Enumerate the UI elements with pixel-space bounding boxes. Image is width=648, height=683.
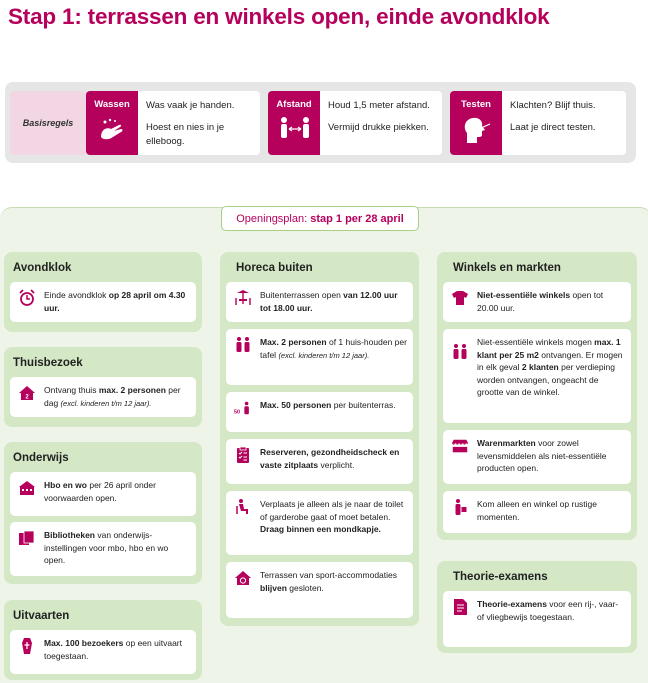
rule-wassen-title: Wassen xyxy=(94,99,130,110)
two-people-icon xyxy=(451,343,469,361)
group-onderwijs-title: Onderwijs xyxy=(13,452,69,464)
item-text: Verplaats je alleen als je naar de toilet of garderobe gaat of moet betalen. xyxy=(260,499,404,522)
group-winkels xyxy=(437,252,637,540)
distance-icon xyxy=(279,115,311,145)
list-item xyxy=(10,522,196,576)
group-winkels-title: Winkels en markten xyxy=(453,262,561,274)
list-item xyxy=(10,377,196,417)
group-avondklok-title: Avondklok xyxy=(13,262,72,274)
item-note: (excl. kinderen t/m 12 jaar). xyxy=(278,350,370,360)
group-uitvaarten xyxy=(4,600,202,680)
list-item xyxy=(226,392,413,432)
rule-testen-line1: Klachten? Blijf thuis. xyxy=(510,100,596,111)
group-onderwijs xyxy=(4,442,202,584)
rule-testen xyxy=(450,91,626,155)
rule-wassen-line2: Hoest en nies in je elleboog. xyxy=(146,122,225,147)
home-2-icon xyxy=(18,384,36,402)
item-text: Kom alleen en winkel op rustige momenten. xyxy=(477,499,598,522)
rule-testen-line2: Laat je direct testen. xyxy=(510,122,596,133)
school-icon xyxy=(18,479,36,497)
books-icon xyxy=(18,529,36,547)
rule-wassen xyxy=(86,91,260,155)
coffin-icon xyxy=(18,637,36,655)
item-text: Ontvang thuis xyxy=(44,385,99,395)
basic-rules-label: Basisregels xyxy=(10,91,86,155)
item-text: Buitenterrassen open xyxy=(260,290,344,300)
opening-plan-tag xyxy=(221,206,419,231)
checklist-icon xyxy=(234,446,252,464)
list-item xyxy=(443,282,631,322)
item-text: gesloten. xyxy=(286,582,324,593)
opening-plan-prefix: Openingsplan: xyxy=(236,212,308,225)
rule-afstand xyxy=(268,91,442,155)
item-bold: Reserveren, gezondheidscheck en vaste zitplaats xyxy=(260,447,400,470)
list-item xyxy=(226,562,413,618)
item-bold: Hbo en wo xyxy=(44,480,87,490)
page-title: Stap 1: terrassen en winkels open, einde avondklok xyxy=(8,4,550,29)
list-item xyxy=(443,329,631,423)
sport-home-icon xyxy=(234,569,252,587)
rule-afstand-line1: Houd 1,5 meter afstand. xyxy=(328,100,430,111)
item-text: per 26 april onder voorwaarden open. xyxy=(44,480,156,503)
list-item xyxy=(10,630,196,674)
item-bold: Max. 50 personen xyxy=(260,400,332,410)
list-item xyxy=(443,491,631,533)
hand-washing-icon xyxy=(97,115,127,145)
fifty-people-icon xyxy=(234,399,252,417)
item-bold: max. 2 personen xyxy=(98,385,166,395)
tshirt-icon xyxy=(451,289,469,307)
item-bold: blijven xyxy=(260,582,287,593)
exam-document-icon xyxy=(451,598,469,616)
group-theorie xyxy=(437,561,637,653)
item-bold: Max. 100 bezoekers xyxy=(44,638,124,648)
rule-wassen-header xyxy=(86,91,138,155)
item-text: op een uitvaart toegestaan. xyxy=(44,638,182,661)
item-text: per buitenterras. xyxy=(331,400,396,410)
terrace-icon xyxy=(234,289,252,307)
item-text: of 1 huis-houden per tafel xyxy=(260,337,407,360)
rule-afstand-title: Afstand xyxy=(276,99,312,110)
two-people-icon xyxy=(234,336,252,354)
rule-wassen-line1: Was vaak je handen. xyxy=(146,100,235,111)
market-stall-icon xyxy=(451,437,469,455)
rule-afstand-line2: Vermijd drukke piekken. xyxy=(328,122,429,133)
item-bold: max. 1 klant per 25 m2 xyxy=(477,337,621,360)
group-thuisbezoek xyxy=(4,347,202,427)
item-text: Terrassen van sport-accommodaties xyxy=(260,570,398,580)
group-horeca xyxy=(220,252,419,626)
rule-testen-title: Testen xyxy=(461,99,491,110)
item-text: verplicht. xyxy=(318,459,355,470)
group-thuisbezoek-title: Thuisbezoek xyxy=(13,357,83,369)
list-item xyxy=(443,591,631,647)
list-item xyxy=(10,472,196,516)
alarm-clock-icon xyxy=(18,289,36,307)
item-bold: Max. 2 personen xyxy=(260,337,327,347)
item-text: voor zowel levensmiddelen als niet-essentiële producten open. xyxy=(477,438,607,473)
item-bold: 2 klanten xyxy=(521,362,559,372)
list-item xyxy=(226,282,413,322)
svg-text:50: 50 xyxy=(234,409,240,416)
test-swab-icon xyxy=(461,115,491,145)
list-item xyxy=(443,430,631,484)
group-uitvaarten-title: Uitvaarten xyxy=(13,610,70,622)
item-text: per dag xyxy=(44,385,181,408)
item-bold: van 12.00 uur tot 18.00 uur. xyxy=(260,290,398,313)
item-note: (excl. kinderen t/m 12 jaar). xyxy=(60,398,152,408)
list-item xyxy=(226,329,413,385)
item-text: open tot 20.00 uur. xyxy=(477,290,604,313)
shopper-icon xyxy=(451,498,469,516)
list-item xyxy=(226,439,413,484)
item-text: Einde avondklok xyxy=(44,290,109,300)
svg-text:2: 2 xyxy=(25,394,29,401)
item-bold: Draag binnen een mondkapje. xyxy=(260,524,381,534)
item-text: Niet-essentiële winkels mogen xyxy=(477,337,595,347)
list-item xyxy=(226,491,413,555)
item-bold: Warenmarkten xyxy=(477,438,536,448)
seated-person-icon xyxy=(234,498,252,516)
group-horeca-title: Horeca buiten xyxy=(236,262,313,274)
item-bold: Theorie-examens xyxy=(477,599,547,609)
group-theorie-title: Theorie-examens xyxy=(453,571,548,583)
opening-plan-date: stap 1 per 28 april xyxy=(310,212,404,225)
rule-testen-header xyxy=(450,91,502,155)
list-item xyxy=(10,282,196,322)
item-bold: Niet-essentiële winkels xyxy=(477,290,571,300)
group-avondklok xyxy=(4,252,202,332)
item-bold: op 28 april om 4.30 uur. xyxy=(44,290,186,313)
rule-afstand-header xyxy=(268,91,320,155)
item-bold: Bibliotheken xyxy=(44,530,96,540)
basic-rules-panel xyxy=(5,82,636,163)
item-text: voor een rij-, vaar- of vliegbewijs toegestaan. xyxy=(477,599,619,622)
item-text: ontvangen. Er mogen in elk geval xyxy=(477,349,623,372)
item-text: van onderwijs-instellingen voor mbo, hbo en wo open. xyxy=(44,530,169,565)
item-text: per verdieping worden ontvangen, ongeacht de grootte van de winkel. xyxy=(477,362,615,397)
